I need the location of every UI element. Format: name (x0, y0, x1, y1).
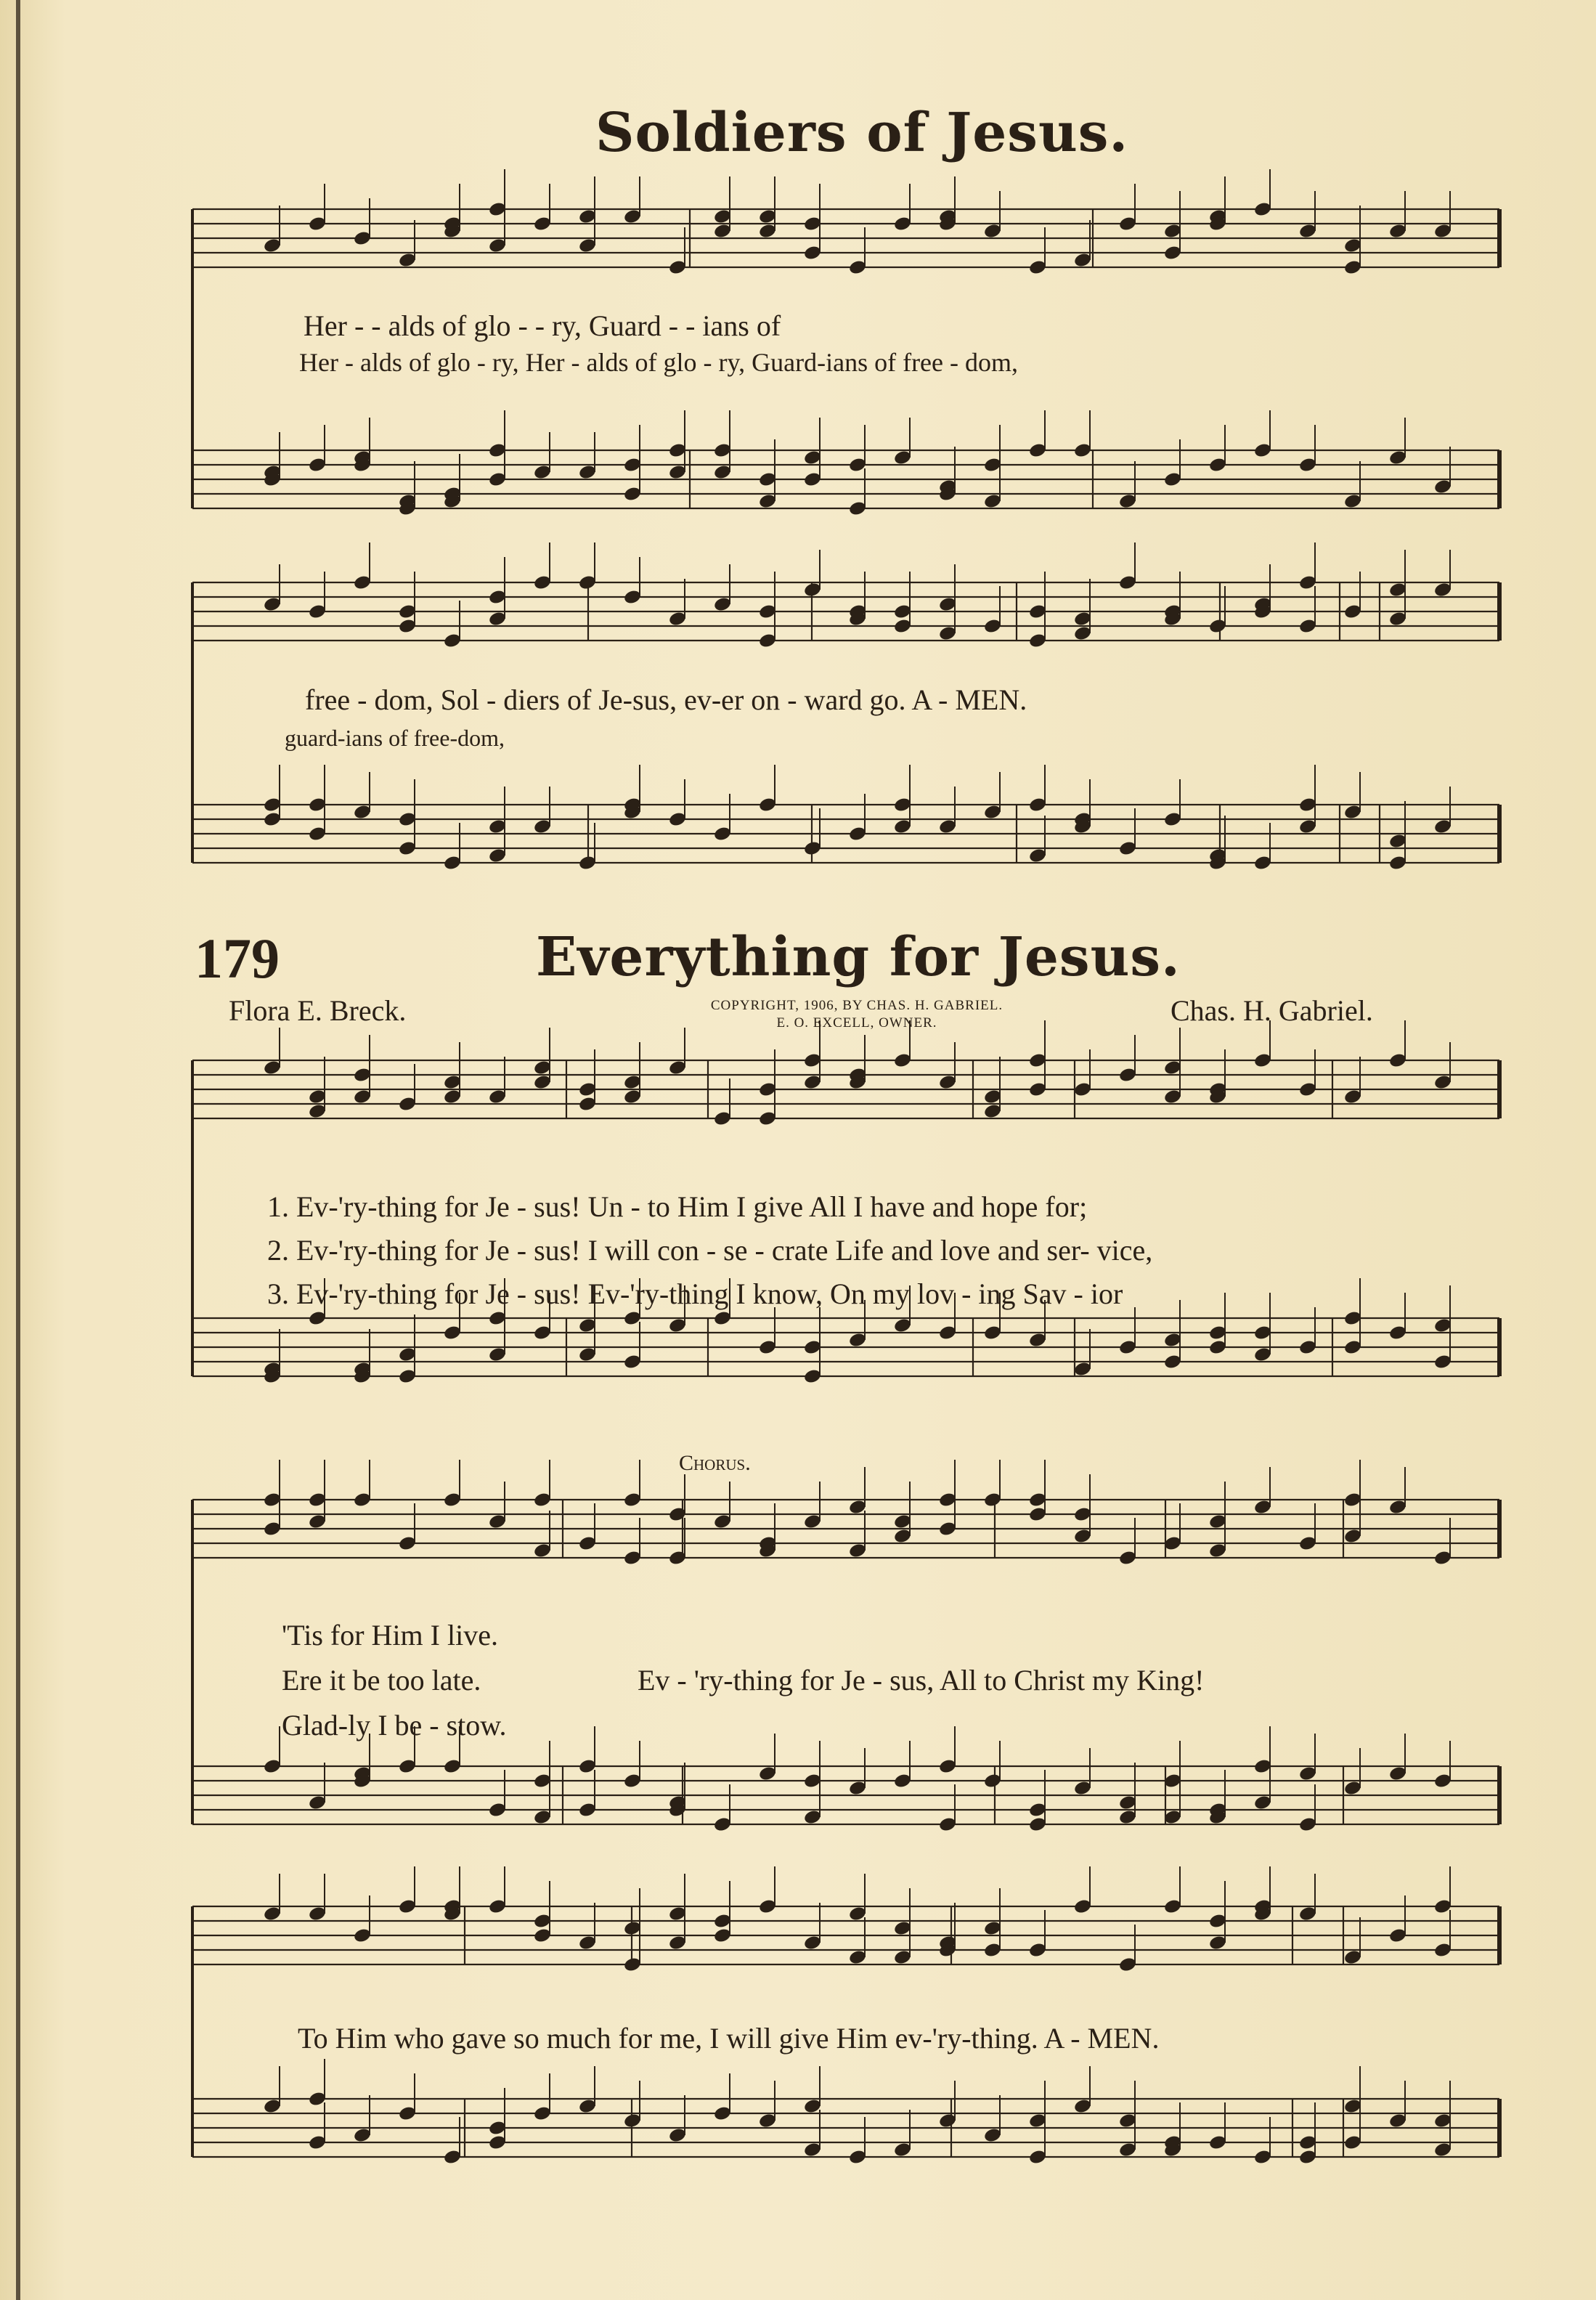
verse-ending-1: 'Tis for Him I live. (282, 1619, 498, 1651)
verse-1: 1. Ev-'ry-thing for Je - sus! Un - to Him I give All I have and hope for; (267, 1190, 1088, 1223)
verse-ending-2: Ere it be too late. (282, 1664, 481, 1696)
hymn1-lyrics-line2-lower: guard-ians of free-dom, (285, 725, 505, 751)
hymn-composer: Chas. H. Gabriel. (1170, 994, 1373, 1027)
hymn1-lyrics-line2: free - dom, Sol - diers of Je-sus, ev-er on - ward go. A - MEN. (305, 683, 1027, 716)
hymn-title-soldiers-of-jesus: Soldiers of Jesus. (595, 102, 1129, 164)
chorus-line-1: Ev - 'ry-thing for Je - sus, All to Christ my King! (638, 1664, 1205, 1696)
hymn-number: 179 (195, 927, 280, 990)
hymn1-lyrics-upper: Her - - alds of glo - - ry, Guard - - ians of (304, 309, 781, 342)
copyright-line-1: COPYRIGHT, 1906, BY CHAS. H. GABRIEL. (710, 998, 1003, 1013)
verse-3: 3. Ev-'ry-thing for Je - sus! Ev-'ry-thing I know, On my lov - ing Sav - ior (267, 1277, 1123, 1310)
hymn-title-everything-for-jesus: Everything for Jesus. (536, 926, 1181, 988)
verse-2: 2. Ev-'ry-thing for Je - sus! I will con - se - crate Life and love and ser- vice, (267, 1234, 1153, 1267)
copyright-line-2: E. O. EXCELL, OWNER. (776, 1015, 937, 1031)
hymn1-lyrics-lower: Her - alds of glo - ry, Her - alds of glo - ry, Guard-ians of free - dom, (299, 348, 1018, 377)
chorus-label: Chorus. (679, 1451, 751, 1475)
hymn-author: Flora E. Breck. (229, 994, 407, 1027)
verse-ending-3: Glad-ly I be - stow. (282, 1709, 507, 1742)
chorus-line-2: To Him who gave so much for me, I will give Him ev-'ry-thing. A - MEN. (298, 2022, 1160, 2055)
